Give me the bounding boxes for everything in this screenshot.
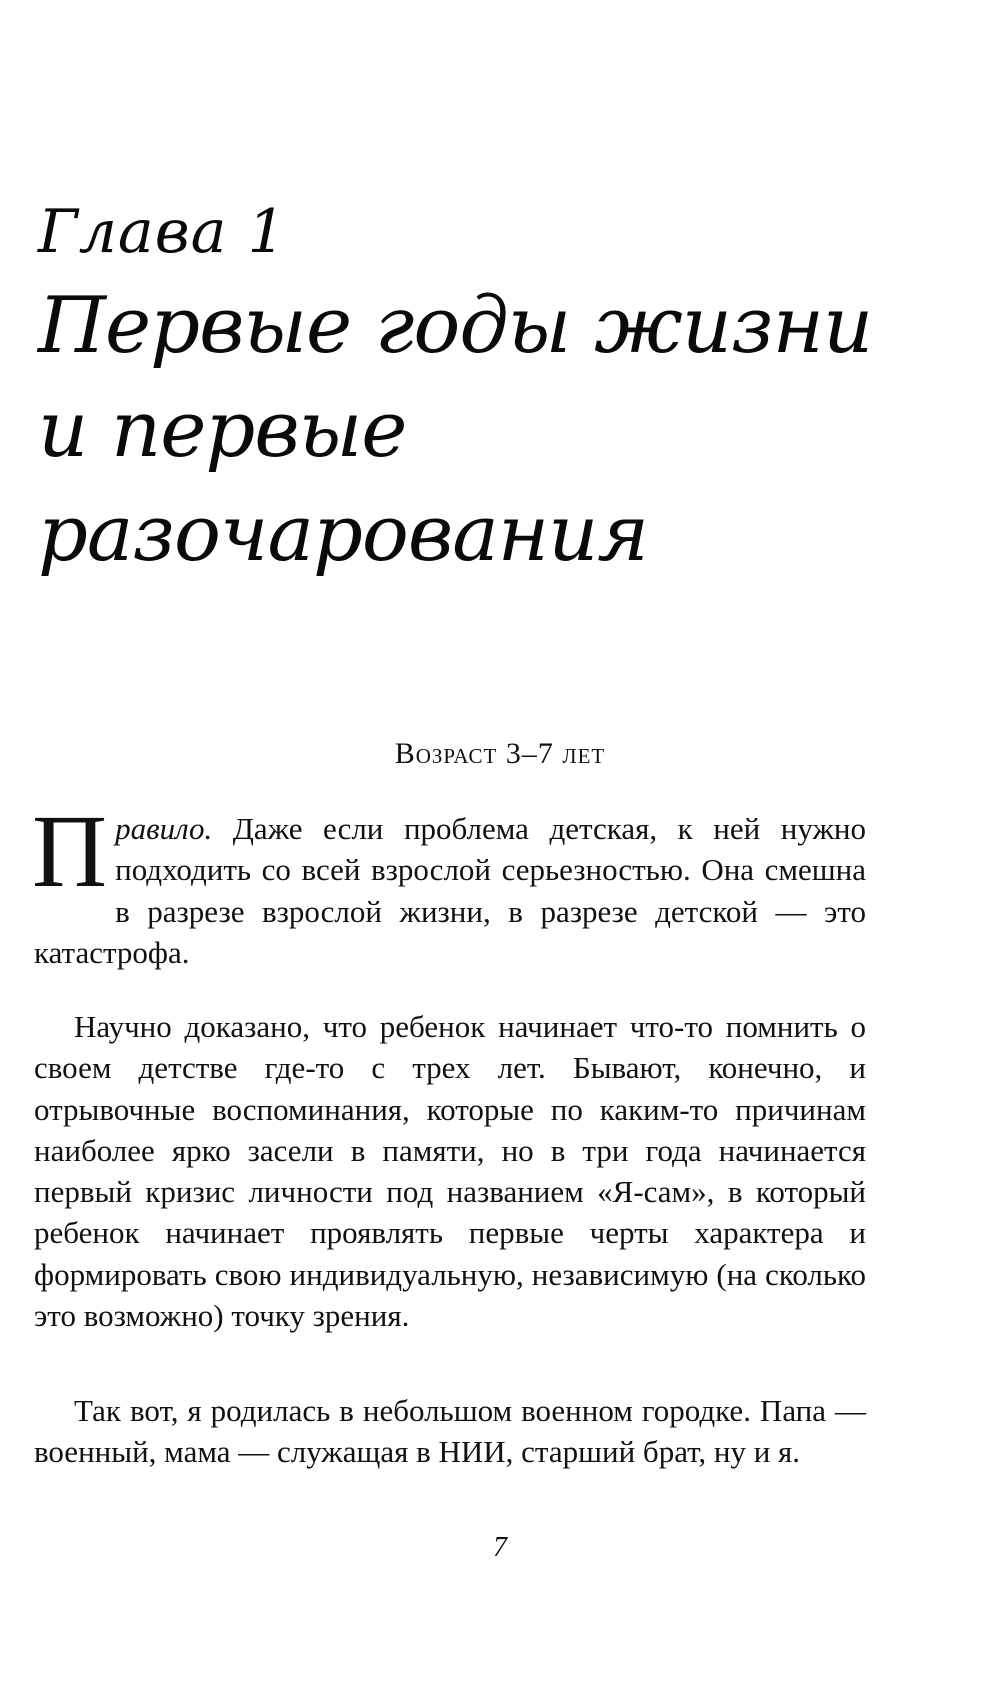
rule-label: равило. [115,811,213,846]
drop-cap: П [32,794,108,909]
chapter-number: Глава 1 [38,197,287,267]
body-paragraph: Научно доказано, что ребенок начинает что-то помнить о своем детстве где-то с трех лет. Бывают, конечно, и отрывочные воспоминания, которые по каким-то причинам наиболее ярко засели в памяти, но в три года начинается первый кризис личности под названием «Я-сам», в который ребенок начинает проявлять первые черты характера и формировать свою индивидуальную, независимую (на сколько это возможно) точку зрения. [34,1009,866,1334]
body-paragraph: Так вот, я родилась в небольшом военном городке. Папа — военный, мама — служащая в НИИ, старший брат, ну и я. [34,1393,866,1470]
rule-text: Даже если проблема детская, к ней нужно подходить со всей взрослой серьезностью. Она смешна в разрезе взрослой жизни, в разрезе детской — это катастрофа. [34,811,866,970]
section-heading: Возраст 3–7 лет [394,737,606,770]
rule-paragraph [32,794,866,973]
chapter-heading [38,190,938,586]
body-text [34,1006,866,1336]
page-number: 7 [493,1532,507,1563]
body-text-continued [34,1390,866,1473]
chapter-title-line-2: и первые разочарования [38,385,649,579]
chapter-title-line-1: Первые годы жизни [38,281,873,371]
